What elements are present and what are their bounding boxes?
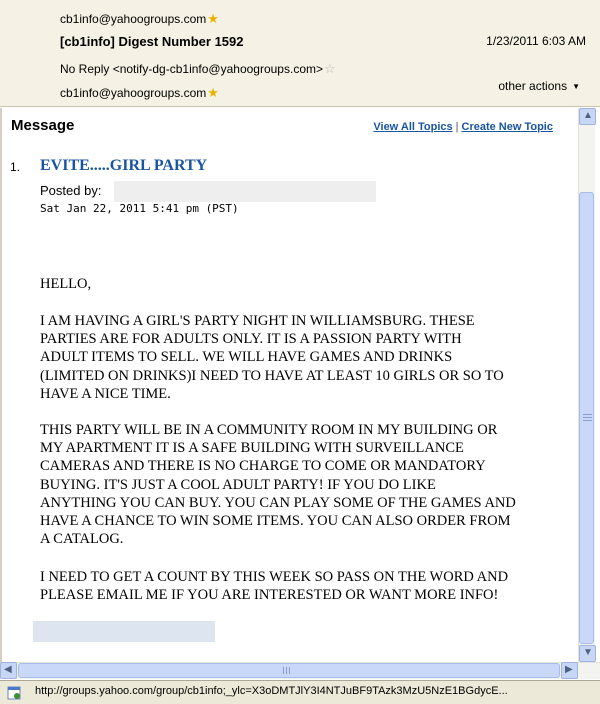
paragraph-line: THIS PARTY WILL BE IN A COMMUNITY ROOM IN MY BUILDING OR (40, 422, 498, 438)
pane-border (0, 108, 2, 678)
paragraph-line: CAMERAS AND THERE IS NO CHARGE TO COME OR MANDATORY (40, 458, 486, 475)
page-icon (6, 685, 22, 701)
star-icon[interactable]: ★ (207, 85, 219, 100)
paragraph-line: HAVE A NICE TIME. (40, 385, 171, 402)
message-paragraph-3 (40, 568, 560, 604)
view-all-topics-link[interactable]: View All Topics (373, 121, 453, 133)
create-new-topic-link[interactable]: Create New Topic (461, 121, 553, 133)
replyto-value[interactable] (60, 59, 336, 79)
paragraph-line: PARTIES ARE FOR ADULTS ONLY. IT IS A PASSION PARTY WITH (40, 331, 462, 348)
scroll-down-glyph: ▼ (583, 647, 593, 658)
topic-links (373, 121, 553, 133)
paragraph-line: PLEASE EMAIL ME IF YOU ARE INTERESTED OR WANT MORE INFO! (40, 587, 499, 604)
paragraph-line: ADULT ITEMS TO SELL. WE WILL HAVE GAMES AND DRINKS (40, 349, 453, 366)
link-separator: | (455, 121, 459, 133)
status-url: http://groups.yahoo.com/group/cb1info;_ylc=X3oDMTJlY3I4NTJuBF9TAzk3MzU5NzE1BGdycE... (35, 685, 508, 697)
paragraph-line: (LIMITED ON DRINKS)I NEED TO HAVE AT LEAST 10 GIRLS OR SO TO (40, 367, 504, 384)
other-actions-label[interactable]: other actions (498, 79, 568, 93)
message-date: 1/23/2011 6:03 AM (486, 34, 586, 48)
horizontal-scroll-thumb[interactable] (18, 663, 560, 678)
paragraph-line: HAVE A CHANCE TO WIN SOME ITEMS. YOU CAN ALSO ORDER FROM (40, 513, 511, 530)
thumb-grip (289, 667, 290, 674)
thumb-grip (583, 414, 592, 415)
post-date: Sat Jan 22, 2011 5:41 pm (PST) (40, 202, 239, 215)
message-subject-link[interactable]: EVITE.....GIRL PARTY (40, 157, 208, 174)
from-address[interactable]: cb1info@yahoogroups.com (60, 12, 207, 26)
scroll-right-glyph: ▶ (565, 664, 573, 675)
paragraph-line: ANYTHING YOU CAN BUY. YOU CAN PLAY SOME OF THE GAMES AND (40, 494, 516, 511)
thumb-grip (286, 667, 287, 674)
redacted-signature (33, 621, 215, 642)
star-outline-icon[interactable]: ☆ (324, 61, 336, 76)
other-actions-menu[interactable] (498, 79, 580, 93)
scroll-right-arrow-icon[interactable] (561, 662, 578, 679)
scroll-left-arrow-icon[interactable] (0, 662, 17, 679)
paragraph-line: I NEED TO GET A COUNT BY THIS WEEK SO PASS ON THE WORD AND (40, 569, 509, 585)
scroll-left-glyph: ◀ (4, 664, 12, 675)
message-section-title: Message (11, 117, 75, 134)
scroll-down-arrow-icon[interactable] (579, 645, 596, 662)
paragraph-line: I AM HAVING A GIRL'S PARTY NIGHT IN WILLIAMSBURG. THESE (40, 313, 475, 329)
posted-by-label: Posted by: (40, 183, 102, 198)
to-value[interactable] (60, 83, 219, 103)
paragraph-line: BUYING. IT'S JUST A COOL ADULT PARTY! IF YOU DO LIKE (40, 476, 436, 493)
subject-value: [cb1info] Digest Number 1592 (60, 34, 244, 49)
message-paragraph-1 (40, 312, 560, 403)
thumb-grip (583, 420, 592, 421)
from-value[interactable] (60, 9, 219, 29)
paragraph-line: MY APARTMENT IT IS A SAFE BUILDING WITH SURVEILLANCE (40, 440, 464, 457)
message-greeting (40, 275, 560, 293)
message-paragraph-2 (40, 421, 560, 548)
greeting-line: HELLO, (40, 276, 92, 292)
paragraph-line: A CATALOG. (40, 531, 124, 548)
dropdown-caret-icon[interactable]: ▼ (572, 82, 580, 91)
to-address[interactable]: cb1info@yahoogroups.com (60, 86, 207, 100)
message-number: 1. (10, 160, 21, 174)
thumb-grip (583, 417, 592, 418)
replyto-address[interactable]: No Reply <notify-dg-cb1info@yahoogroups.com> (60, 62, 323, 76)
star-icon[interactable]: ★ (207, 11, 219, 26)
scroll-up-arrow-icon[interactable] (579, 108, 596, 125)
scroll-up-glyph: ▲ (583, 110, 593, 121)
redacted-author (114, 181, 376, 202)
vertical-scroll-thumb[interactable] (579, 192, 594, 644)
thumb-grip (283, 667, 284, 674)
